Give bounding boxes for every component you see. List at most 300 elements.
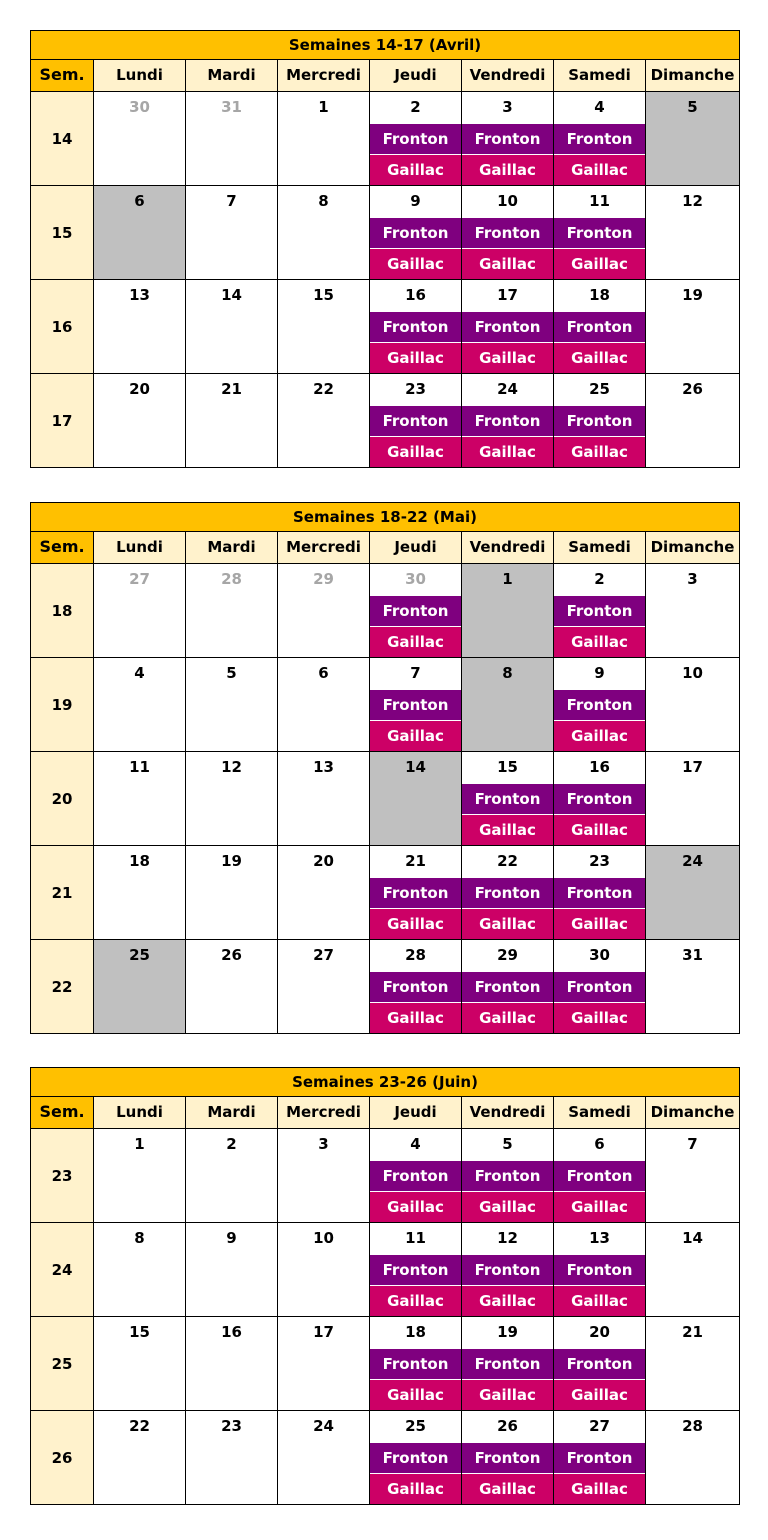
- day-number: 15: [313, 286, 334, 304]
- week-number: 21: [30, 846, 94, 940]
- week-row: [30, 564, 740, 658]
- slot-gaillac: Gaillac: [462, 342, 553, 373]
- day-cell: [278, 92, 370, 186]
- header-sem: Sem.: [30, 532, 94, 564]
- day-number: 18: [589, 286, 610, 304]
- day-number: 18: [129, 852, 150, 870]
- slot-fronton: Fronton: [370, 689, 461, 720]
- day-cell: [554, 658, 646, 752]
- day-cell-closed: [462, 564, 554, 658]
- header-dimanche: Dimanche: [646, 60, 740, 92]
- week-row: [30, 846, 740, 940]
- day-number: 20: [129, 380, 150, 398]
- slot-fronton: Fronton: [554, 123, 645, 154]
- day-number: 14: [405, 758, 426, 776]
- day-number: 25: [589, 380, 610, 398]
- day-cell: [646, 752, 740, 846]
- slot-gaillac: Gaillac: [554, 908, 645, 939]
- header-mercredi: Mercredi: [278, 1097, 370, 1129]
- week-row: [30, 374, 740, 468]
- header-vendredi: Vendredi: [462, 532, 554, 564]
- day-number: 30: [129, 98, 150, 116]
- slot-gaillac: Gaillac: [370, 154, 461, 185]
- day-cell: [278, 374, 370, 468]
- slot-fronton: Fronton: [554, 783, 645, 814]
- day-cell: [462, 280, 554, 374]
- day-number: 19: [497, 1323, 518, 1341]
- day-cell: [94, 564, 186, 658]
- slot-gaillac: Gaillac: [462, 436, 553, 467]
- week-row: [30, 186, 740, 280]
- slot-fronton: Fronton: [462, 1442, 553, 1473]
- day-cell: [94, 280, 186, 374]
- day-number: 24: [313, 1417, 334, 1435]
- day-cell: [186, 1129, 278, 1223]
- day-number: 24: [497, 380, 518, 398]
- slot-fronton: Fronton: [370, 217, 461, 248]
- day-cell: [370, 374, 462, 468]
- day-number: 11: [405, 1229, 426, 1247]
- week-row: [30, 940, 740, 1034]
- day-cell: [278, 658, 370, 752]
- day-number: 25: [405, 1417, 426, 1435]
- header-row: [30, 1097, 740, 1129]
- day-number: 7: [226, 192, 237, 210]
- day-number: 15: [129, 1323, 150, 1341]
- day-number: 27: [589, 1417, 610, 1435]
- slot-fronton: Fronton: [370, 123, 461, 154]
- header-samedi: Samedi: [554, 60, 646, 92]
- day-cell: [554, 940, 646, 1034]
- day-cell: [94, 1411, 186, 1505]
- header-samedi: Samedi: [554, 1097, 646, 1129]
- day-number: 15: [497, 758, 518, 776]
- day-cell: [462, 1223, 554, 1317]
- slot-fronton: Fronton: [462, 971, 553, 1002]
- day-cell: [554, 1223, 646, 1317]
- day-number: 17: [682, 758, 703, 776]
- slot-gaillac: Gaillac: [554, 1285, 645, 1316]
- day-cell: [370, 1129, 462, 1223]
- day-number: 26: [682, 380, 703, 398]
- day-cell: [278, 1129, 370, 1223]
- slot-fronton: Fronton: [462, 1160, 553, 1191]
- day-number: 9: [594, 664, 605, 682]
- day-cell: [370, 1411, 462, 1505]
- day-number: 27: [129, 570, 150, 588]
- slot-gaillac: Gaillac: [370, 1002, 461, 1033]
- slot-fronton: Fronton: [554, 1254, 645, 1285]
- slot-gaillac: Gaillac: [370, 436, 461, 467]
- slot-fronton: Fronton: [554, 1160, 645, 1191]
- day-cell: [370, 1317, 462, 1411]
- day-number: 25: [129, 946, 150, 964]
- slot-gaillac: Gaillac: [554, 814, 645, 845]
- slot-gaillac: Gaillac: [554, 154, 645, 185]
- day-number: 21: [221, 380, 242, 398]
- day-cell: [554, 1317, 646, 1411]
- day-cell: [94, 846, 186, 940]
- day-cell: [278, 846, 370, 940]
- slot-fronton: Fronton: [554, 595, 645, 626]
- slot-fronton: Fronton: [370, 311, 461, 342]
- day-cell: [186, 1411, 278, 1505]
- slot-gaillac: Gaillac: [554, 342, 645, 373]
- day-number: 28: [682, 1417, 703, 1435]
- day-cell: [278, 186, 370, 280]
- day-cell: [646, 1129, 740, 1223]
- month-title: Semaines 14-17 (Avril): [30, 30, 740, 60]
- week-number: 18: [30, 564, 94, 658]
- day-cell: [646, 1411, 740, 1505]
- day-cell: [554, 186, 646, 280]
- header-mercredi: Mercredi: [278, 532, 370, 564]
- week-row: [30, 752, 740, 846]
- day-number: 5: [687, 98, 698, 116]
- header-jeudi: Jeudi: [370, 60, 462, 92]
- header-vendredi: Vendredi: [462, 60, 554, 92]
- week-row: [30, 280, 740, 374]
- day-cell: [554, 1129, 646, 1223]
- day-cell: [646, 940, 740, 1034]
- day-number: 5: [502, 1135, 513, 1153]
- day-number: 5: [226, 664, 237, 682]
- slot-gaillac: Gaillac: [554, 1379, 645, 1410]
- slot-fronton: Fronton: [370, 405, 461, 436]
- day-cell: [278, 1223, 370, 1317]
- slot-fronton: Fronton: [370, 1254, 461, 1285]
- slot-fronton: Fronton: [370, 971, 461, 1002]
- day-number: 16: [589, 758, 610, 776]
- day-cell: [370, 280, 462, 374]
- day-number: 22: [497, 852, 518, 870]
- day-number: 13: [313, 758, 334, 776]
- day-cell: [94, 374, 186, 468]
- day-number: 30: [405, 570, 426, 588]
- day-cell: [186, 752, 278, 846]
- header-samedi: Samedi: [554, 532, 646, 564]
- week-row: [30, 1411, 740, 1505]
- day-number: 2: [226, 1135, 237, 1153]
- day-cell: [370, 564, 462, 658]
- day-number: 3: [318, 1135, 329, 1153]
- day-cell-closed: [94, 186, 186, 280]
- week-number: 24: [30, 1223, 94, 1317]
- header-lundi: Lundi: [94, 532, 186, 564]
- day-cell: [186, 92, 278, 186]
- day-number: 16: [221, 1323, 242, 1341]
- day-cell: [462, 92, 554, 186]
- day-number: 24: [682, 852, 703, 870]
- header-dimanche: Dimanche: [646, 1097, 740, 1129]
- slot-fronton: Fronton: [554, 311, 645, 342]
- slot-gaillac: Gaillac: [370, 248, 461, 279]
- header-lundi: Lundi: [94, 1097, 186, 1129]
- day-cell-closed: [94, 940, 186, 1034]
- slot-fronton: Fronton: [370, 1348, 461, 1379]
- day-cell: [554, 564, 646, 658]
- day-number: 21: [682, 1323, 703, 1341]
- slot-fronton: Fronton: [462, 783, 553, 814]
- day-cell: [554, 280, 646, 374]
- day-number: 3: [502, 98, 513, 116]
- day-cell: [462, 1129, 554, 1223]
- day-cell: [462, 940, 554, 1034]
- month-table: [30, 30, 740, 468]
- day-cell: [186, 1223, 278, 1317]
- day-number: 4: [134, 664, 145, 682]
- day-number: 14: [221, 286, 242, 304]
- day-number: 12: [221, 758, 242, 776]
- day-number: 6: [318, 664, 329, 682]
- day-cell: [278, 564, 370, 658]
- day-number: 9: [226, 1229, 237, 1247]
- day-number: 23: [405, 380, 426, 398]
- day-cell: [646, 186, 740, 280]
- week-number: 23: [30, 1129, 94, 1223]
- week-number: 22: [30, 940, 94, 1034]
- slot-gaillac: Gaillac: [462, 1191, 553, 1222]
- header-dimanche: Dimanche: [646, 532, 740, 564]
- slot-gaillac: Gaillac: [462, 248, 553, 279]
- day-cell: [186, 846, 278, 940]
- header-row: [30, 60, 740, 92]
- slot-fronton: Fronton: [462, 877, 553, 908]
- day-number: 2: [594, 570, 605, 588]
- day-number: 11: [129, 758, 150, 776]
- slot-fronton: Fronton: [554, 1442, 645, 1473]
- day-number: 23: [221, 1417, 242, 1435]
- slot-gaillac: Gaillac: [554, 1191, 645, 1222]
- day-number: 4: [594, 98, 605, 116]
- day-number: 6: [134, 192, 145, 210]
- day-cell: [554, 92, 646, 186]
- day-number: 11: [589, 192, 610, 210]
- slot-gaillac: Gaillac: [370, 908, 461, 939]
- slot-fronton: Fronton: [554, 689, 645, 720]
- slot-fronton: Fronton: [462, 311, 553, 342]
- month-title: Semaines 23-26 (Juin): [30, 1067, 740, 1097]
- day-number: 26: [221, 946, 242, 964]
- day-cell: [94, 752, 186, 846]
- day-cell: [646, 564, 740, 658]
- day-number: 26: [497, 1417, 518, 1435]
- day-number: 10: [497, 192, 518, 210]
- slot-gaillac: Gaillac: [462, 814, 553, 845]
- day-number: 20: [313, 852, 334, 870]
- day-cell-closed: [462, 658, 554, 752]
- day-number: 2: [410, 98, 421, 116]
- slot-fronton: Fronton: [462, 217, 553, 248]
- day-cell: [278, 280, 370, 374]
- slot-gaillac: Gaillac: [370, 342, 461, 373]
- day-cell: [462, 186, 554, 280]
- day-number: 30: [589, 946, 610, 964]
- day-cell: [94, 1223, 186, 1317]
- week-number: 19: [30, 658, 94, 752]
- day-number: 29: [313, 570, 334, 588]
- slot-gaillac: Gaillac: [462, 1379, 553, 1410]
- slot-fronton: Fronton: [554, 1348, 645, 1379]
- week-number: 25: [30, 1317, 94, 1411]
- slot-gaillac: Gaillac: [370, 1285, 461, 1316]
- slot-gaillac: Gaillac: [554, 720, 645, 751]
- day-number: 16: [405, 286, 426, 304]
- slot-fronton: Fronton: [370, 1160, 461, 1191]
- day-number: 7: [687, 1135, 698, 1153]
- week-number: 16: [30, 280, 94, 374]
- week-number: 15: [30, 186, 94, 280]
- slot-gaillac: Gaillac: [554, 248, 645, 279]
- slot-gaillac: Gaillac: [462, 1285, 553, 1316]
- day-cell: [462, 1411, 554, 1505]
- day-cell: [94, 658, 186, 752]
- slot-gaillac: Gaillac: [370, 626, 461, 657]
- day-cell: [278, 752, 370, 846]
- header-lundi: Lundi: [94, 60, 186, 92]
- day-cell: [646, 658, 740, 752]
- day-number: 1: [318, 98, 329, 116]
- header-mardi: Mardi: [186, 532, 278, 564]
- day-cell: [94, 1317, 186, 1411]
- day-number: 31: [682, 946, 703, 964]
- slot-fronton: Fronton: [462, 1254, 553, 1285]
- slot-fronton: Fronton: [370, 1442, 461, 1473]
- day-number: 1: [134, 1135, 145, 1153]
- day-cell: [278, 940, 370, 1034]
- day-number: 1: [502, 570, 513, 588]
- slot-fronton: Fronton: [462, 405, 553, 436]
- day-cell: [646, 280, 740, 374]
- slot-fronton: Fronton: [554, 405, 645, 436]
- week-number: 17: [30, 374, 94, 468]
- day-cell: [462, 374, 554, 468]
- day-cell: [278, 1317, 370, 1411]
- header-vendredi: Vendredi: [462, 1097, 554, 1129]
- day-cell: [370, 940, 462, 1034]
- slot-fronton: Fronton: [554, 971, 645, 1002]
- day-cell: [94, 92, 186, 186]
- day-cell: [554, 1411, 646, 1505]
- day-number: 8: [502, 664, 513, 682]
- day-cell: [94, 1129, 186, 1223]
- day-cell: [278, 1411, 370, 1505]
- header-sem: Sem.: [30, 60, 94, 92]
- slot-gaillac: Gaillac: [554, 1002, 645, 1033]
- week-row: [30, 92, 740, 186]
- slot-gaillac: Gaillac: [462, 1473, 553, 1504]
- day-cell: [186, 374, 278, 468]
- day-cell: [646, 374, 740, 468]
- slot-fronton: Fronton: [370, 595, 461, 626]
- slot-gaillac: Gaillac: [462, 908, 553, 939]
- day-number: 12: [497, 1229, 518, 1247]
- slot-gaillac: Gaillac: [462, 154, 553, 185]
- day-number: 13: [589, 1229, 610, 1247]
- day-number: 12: [682, 192, 703, 210]
- day-cell: [462, 846, 554, 940]
- header-mardi: Mardi: [186, 60, 278, 92]
- day-number: 8: [318, 192, 329, 210]
- day-number: 14: [682, 1229, 703, 1247]
- day-number: 9: [410, 192, 421, 210]
- day-number: 7: [410, 664, 421, 682]
- day-cell: [370, 1223, 462, 1317]
- header-jeudi: Jeudi: [370, 532, 462, 564]
- slot-gaillac: Gaillac: [370, 1191, 461, 1222]
- week-number: 14: [30, 92, 94, 186]
- slot-gaillac: Gaillac: [370, 1473, 461, 1504]
- week-row: [30, 1223, 740, 1317]
- day-number: 19: [221, 852, 242, 870]
- day-number: 17: [497, 286, 518, 304]
- month-table: [30, 1067, 740, 1505]
- slot-gaillac: Gaillac: [370, 720, 461, 751]
- day-number: 17: [313, 1323, 334, 1341]
- week-number: 20: [30, 752, 94, 846]
- day-number: 18: [405, 1323, 426, 1341]
- slot-gaillac: Gaillac: [554, 626, 645, 657]
- day-number: 29: [497, 946, 518, 964]
- day-number: 28: [405, 946, 426, 964]
- day-cell: [186, 564, 278, 658]
- day-cell-closed: [646, 846, 740, 940]
- day-number: 6: [594, 1135, 605, 1153]
- day-cell: [370, 92, 462, 186]
- week-row: [30, 658, 740, 752]
- day-number: 13: [129, 286, 150, 304]
- day-cell: [370, 658, 462, 752]
- header-mardi: Mardi: [186, 1097, 278, 1129]
- slot-gaillac: Gaillac: [554, 1473, 645, 1504]
- day-number: 10: [682, 664, 703, 682]
- slot-gaillac: Gaillac: [462, 1002, 553, 1033]
- day-cell-closed: [646, 92, 740, 186]
- day-number: 4: [410, 1135, 421, 1153]
- day-number: 8: [134, 1229, 145, 1247]
- month-title: Semaines 18-22 (Mai): [30, 502, 740, 532]
- day-number: 20: [589, 1323, 610, 1341]
- slot-fronton: Fronton: [370, 877, 461, 908]
- day-cell: [646, 1317, 740, 1411]
- day-cell: [554, 752, 646, 846]
- day-number: 21: [405, 852, 426, 870]
- day-number: 28: [221, 570, 242, 588]
- slot-gaillac: Gaillac: [554, 436, 645, 467]
- day-cell: [186, 186, 278, 280]
- day-cell: [462, 752, 554, 846]
- day-cell: [462, 1317, 554, 1411]
- day-number: 19: [682, 286, 703, 304]
- slot-fronton: Fronton: [462, 1348, 553, 1379]
- day-number: 27: [313, 946, 334, 964]
- week-number: 26: [30, 1411, 94, 1505]
- day-cell: [646, 1223, 740, 1317]
- header-row: [30, 532, 740, 564]
- slot-fronton: Fronton: [462, 123, 553, 154]
- week-row: [30, 1129, 740, 1223]
- day-cell: [370, 186, 462, 280]
- slot-gaillac: Gaillac: [370, 1379, 461, 1410]
- month-table: [30, 502, 740, 1034]
- day-cell: [186, 940, 278, 1034]
- day-cell: [554, 846, 646, 940]
- day-number: 10: [313, 1229, 334, 1247]
- day-cell: [186, 280, 278, 374]
- day-number: 31: [221, 98, 242, 116]
- day-cell: [186, 1317, 278, 1411]
- day-number: 22: [313, 380, 334, 398]
